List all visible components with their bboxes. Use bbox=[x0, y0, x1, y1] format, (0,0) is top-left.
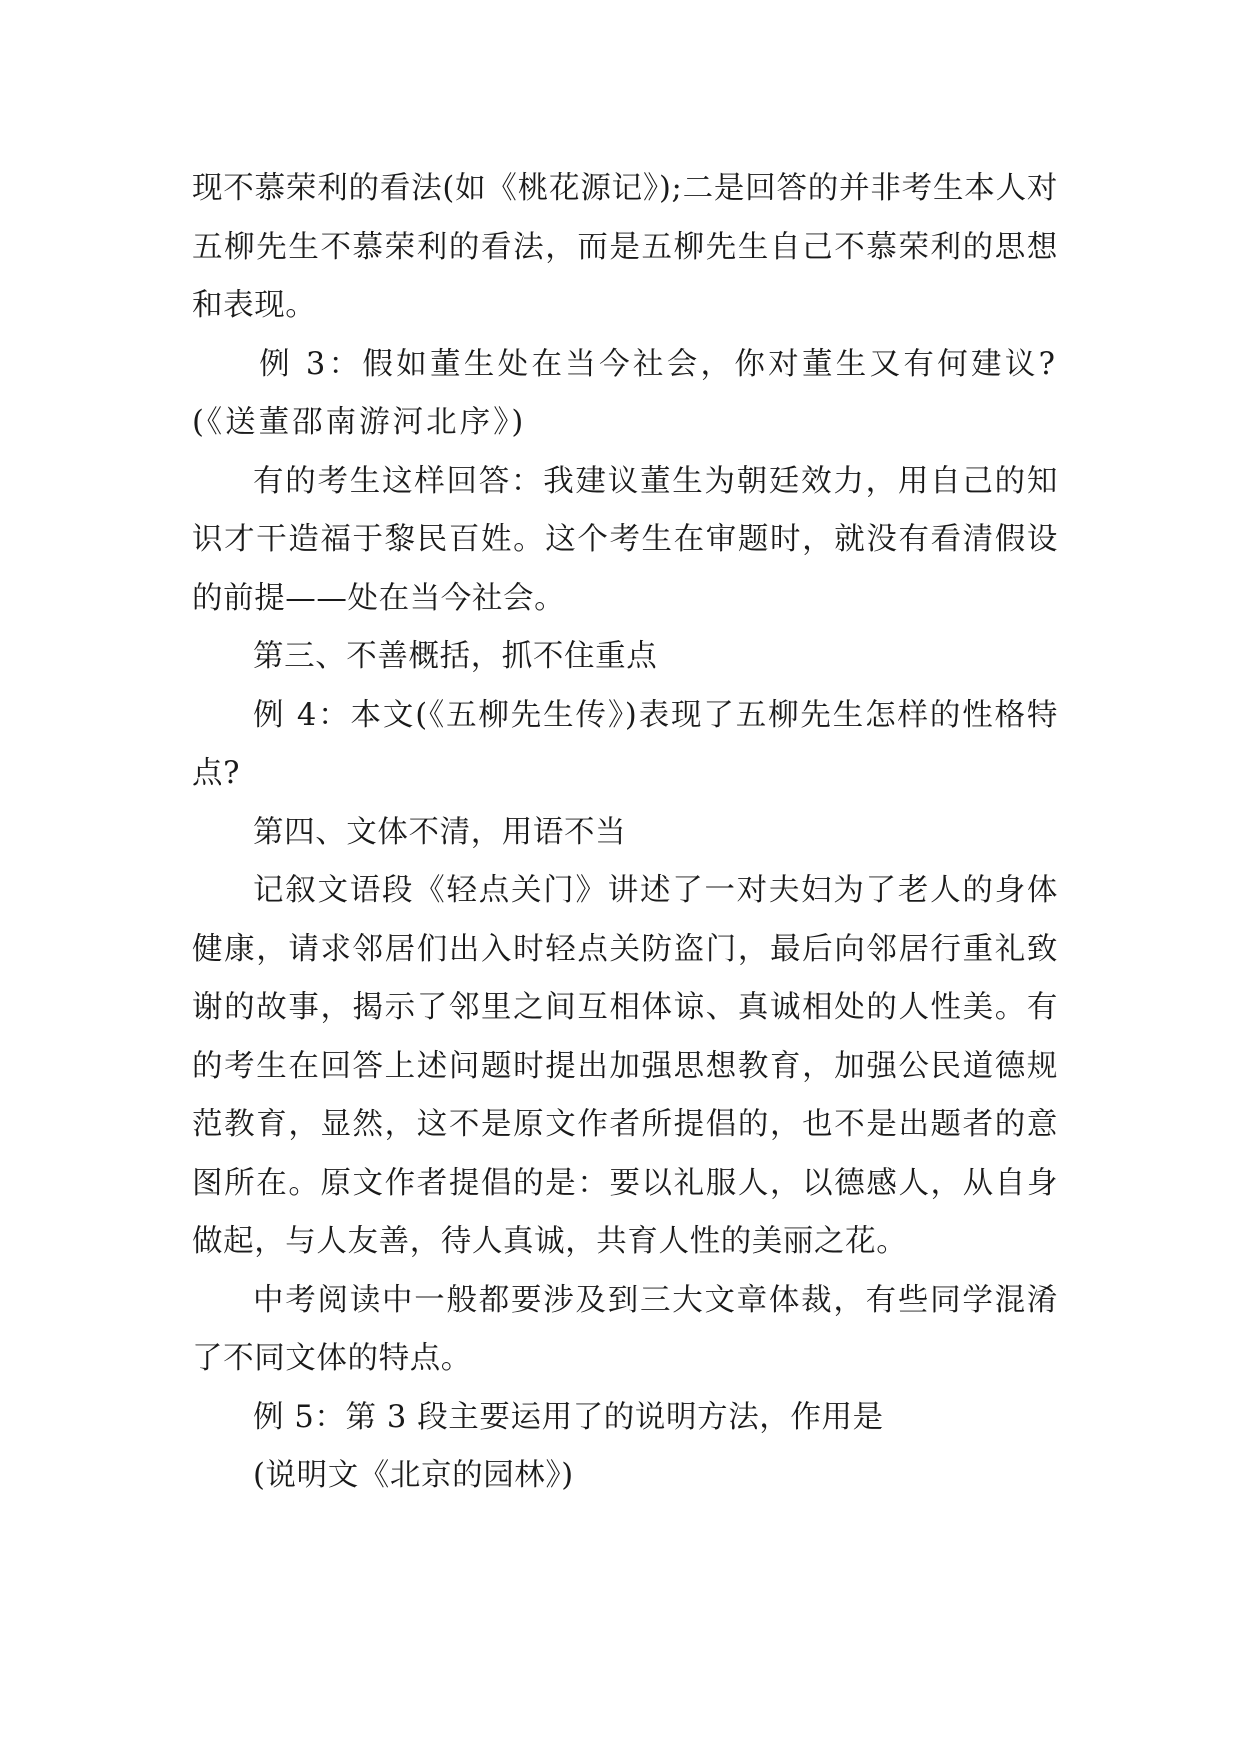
paragraph-continuation: 现不慕荣利的看法(如《桃花源记》);二是回答的并非考生本人对五柳先生不慕荣利的看法，而是五柳先生自己不慕荣利的思想和表现。 bbox=[192, 171, 1058, 323]
document-body bbox=[192, 160, 1058, 1506]
paragraph-example-4: 例 4：本文(《五柳先生传》)表现了五柳先生怎样的性格特点? bbox=[192, 697, 1058, 791]
paragraph-example-3-analysis: 有的考生这样回答：我建议董生为朝廷效力，用自己的知识才干造福于黎民百姓。这个考生在审题时，就没有看清假设的前提——处在当今社会。 bbox=[192, 463, 1058, 616]
section-heading-3: 第三、不善概括，抓不住重点 bbox=[253, 639, 658, 674]
paragraph-genres: 中考阅读中一般都要涉及到三大文章体裁，有些同学混淆了不同文体的特点。 bbox=[192, 1282, 1058, 1376]
paragraph-example-3: 例 3：假如董生处在当今社会，你对董生又有何建议?(《送董邵南游河北序》) bbox=[192, 346, 1058, 440]
paragraph-example-5-source: (说明文《北京的园林》) bbox=[253, 1458, 574, 1493]
section-heading-4: 第四、文体不清，用语不当 bbox=[253, 814, 627, 850]
paragraph-example-5: 例 5：第 3 段主要运用了的说明方法，作用是 bbox=[253, 1399, 884, 1435]
paragraph-narrative: 记叙文语段《轻点关门》讲述了一对夫妇为了老人的身体健康，请求邻居们出入时轻点关防盗门，最后向邻居行重礼致谢的故事，揭示了邻里之间互相体谅、真诚相处的人性美。有的考生在回答上述问题时提出加强思想教育，加强公民道德规范教育，显然，这不是原文作者所提倡的，也不是出题者的意图所在。原文作者提倡的是：要以礼服人，以德感人，从自身做起，与人友善，待人真诚，共育人性的美丽之花。 bbox=[192, 873, 1058, 1259]
